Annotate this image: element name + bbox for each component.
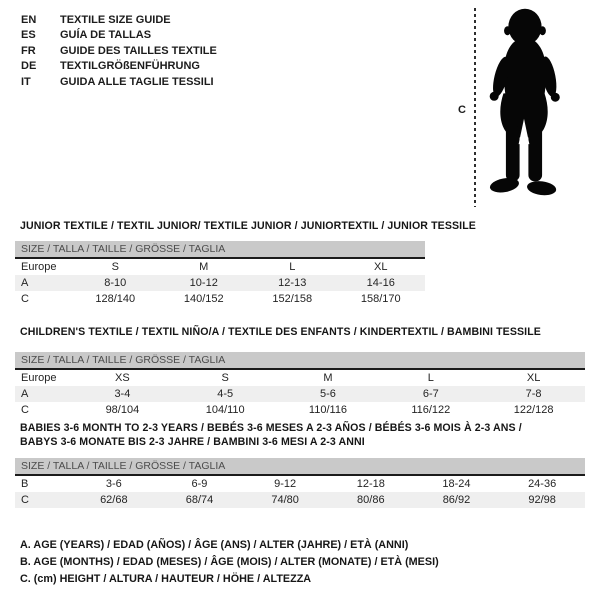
size-cell: 3-6: [105, 478, 122, 490]
size-cell: 12-18: [356, 478, 385, 490]
size-cell: 18-24: [442, 478, 471, 490]
junior-size-table: [15, 259, 425, 307]
section-title-line2: BABYS 3-6 MONATE BIS 2-3 JAHRE / BAMBINI 3-6 MESI A 2-3 ANNI: [20, 435, 365, 448]
row-label: C: [21, 292, 29, 305]
section-headings: [15, 326, 585, 340]
height-dashed-line: [474, 8, 476, 207]
table-row: [15, 476, 585, 492]
size-cell: 9-12: [274, 478, 297, 490]
language-row: [21, 44, 217, 59]
language-title: GUIDE DES TAILLES TEXTILE: [60, 44, 217, 57]
section-title: CHILDREN'S TEXTILE / TEXTIL NIÑO/A / TEXTILE DES ENFANTS / KINDERTEXTIL / BAMBINI TESSILE: [20, 326, 541, 338]
table-row: [15, 259, 425, 275]
section-title: BABIES 3-6 MONTH TO 2-3 YEARS / BEBÉS 3-6 MESES A 2-3 AÑOS / BÉBÉS 3-6 MOIS À 2-3 ANS /: [20, 422, 522, 434]
size-cell: L: [427, 371, 434, 384]
row-label: C: [21, 403, 29, 416]
size-cell: 6-7: [379, 386, 482, 402]
language-code: DE: [21, 60, 37, 73]
size-cell: 62/68: [71, 492, 157, 508]
size-cell: 116/122: [411, 403, 451, 416]
size-cell: 92/98: [499, 492, 585, 508]
size-cell: 4-5: [174, 386, 277, 402]
height-measure-label: C: [458, 104, 466, 116]
language-code: EN: [21, 14, 37, 26]
table-row: [15, 291, 425, 307]
language-title: GUÍA DE TALLAS: [60, 29, 152, 42]
babies-size-table: [15, 476, 585, 508]
size-cell: S: [111, 260, 119, 273]
size-cell: 6-9: [191, 478, 208, 490]
size-cell: 86/92: [414, 492, 500, 508]
language-code: ES: [21, 29, 36, 42]
section-headings: [15, 422, 585, 449]
language-title: GUIDA ALLE TAGLIE TESSILI: [60, 75, 214, 88]
size-cell: S: [221, 371, 229, 384]
size-cell: 12-13: [248, 275, 337, 291]
size-cell: 68/74: [157, 492, 243, 508]
legend-line-b: B. AGE (MONTHS) / EDAD (MESES) / ÂGE (MOIS) / ALTER (MONATE) / ETÀ (MESI): [20, 556, 439, 568]
size-cell: 7-8: [482, 386, 585, 402]
language-code: FR: [21, 44, 36, 57]
size-cell: 3-4: [71, 386, 174, 402]
row-label: A: [15, 386, 71, 402]
size-cell: 152/158: [272, 292, 313, 305]
size-cell: 74/80: [242, 492, 328, 508]
row-label: A: [15, 275, 71, 291]
row-label: Europe: [21, 371, 57, 384]
size-cell: 128/140: [95, 292, 136, 305]
row-label: B: [21, 478, 29, 490]
language-row: [21, 59, 217, 74]
language-title: TEXTILE SIZE GUIDE: [60, 14, 171, 26]
table-row: [15, 386, 585, 402]
size-cell: 104/110: [205, 403, 245, 416]
table-row: [15, 370, 585, 386]
size-cell: 122/128: [513, 403, 554, 416]
size-cell: M: [323, 371, 333, 384]
size-cell: 8-10: [71, 275, 160, 291]
size-cell: 98/104: [105, 403, 140, 416]
size-header-bar: SIZE / TALLA / TAILLE / GRÖSSE / TAGLIA: [15, 352, 585, 370]
language-row: [21, 28, 217, 43]
language-title: TEXTILGRÖßENFÜHRUNG: [60, 60, 200, 73]
language-row: [21, 75, 217, 90]
size-cell: XL: [374, 260, 388, 273]
section-title: JUNIOR TEXTILE / TEXTIL JUNIOR/ TEXTILE JUNIOR / JUNIORTEXTIL / JUNIOR TESSILE: [20, 220, 476, 232]
section-headings: [15, 220, 476, 234]
legend-line-a: A. AGE (YEARS) / EDAD (AÑOS) / ÂGE (ANS) / ALTER (JAHRE) / ETÀ (ANNI): [20, 539, 409, 551]
section-children-textile: [15, 326, 585, 418]
table-row: [15, 492, 585, 508]
size-cell: XS: [115, 371, 130, 384]
size-header-bar: SIZE / TALLA / TAILLE / GRÖSSE / TAGLIA: [15, 458, 585, 476]
size-header-bar: SIZE / TALLA / TAILLE / GRÖSSE / TAGLIA: [15, 241, 425, 259]
legend-line-c: C. (cm) HEIGHT / ALTURA / HAUTEUR / HÖHE / ALTEZZA: [20, 573, 312, 585]
children-size-table: [15, 370, 585, 418]
size-cell: 10-12: [160, 275, 249, 291]
size-cell: M: [199, 260, 209, 273]
row-label: Europe: [21, 260, 57, 273]
size-cell: 5-6: [277, 386, 380, 402]
section-babies-textile: [15, 422, 585, 508]
size-cell: 158/170: [360, 292, 401, 305]
section-junior-textile: [15, 220, 476, 307]
measurement-legend: [20, 537, 439, 588]
language-code: IT: [21, 75, 31, 88]
table-row: [15, 275, 425, 291]
size-cell: 14-16: [337, 275, 426, 291]
table-row: [15, 402, 585, 418]
size-cell: 24-36: [528, 478, 557, 490]
row-label: C: [15, 492, 71, 508]
language-row: [21, 13, 217, 28]
language-list: [21, 13, 217, 90]
baby-silhouette-image: [480, 5, 568, 211]
size-cell: 140/152: [183, 292, 224, 305]
size-cell: L: [289, 260, 296, 273]
size-cell: 110/116: [308, 403, 348, 416]
size-cell: XL: [526, 371, 541, 384]
size-cell: 80/86: [328, 492, 414, 508]
